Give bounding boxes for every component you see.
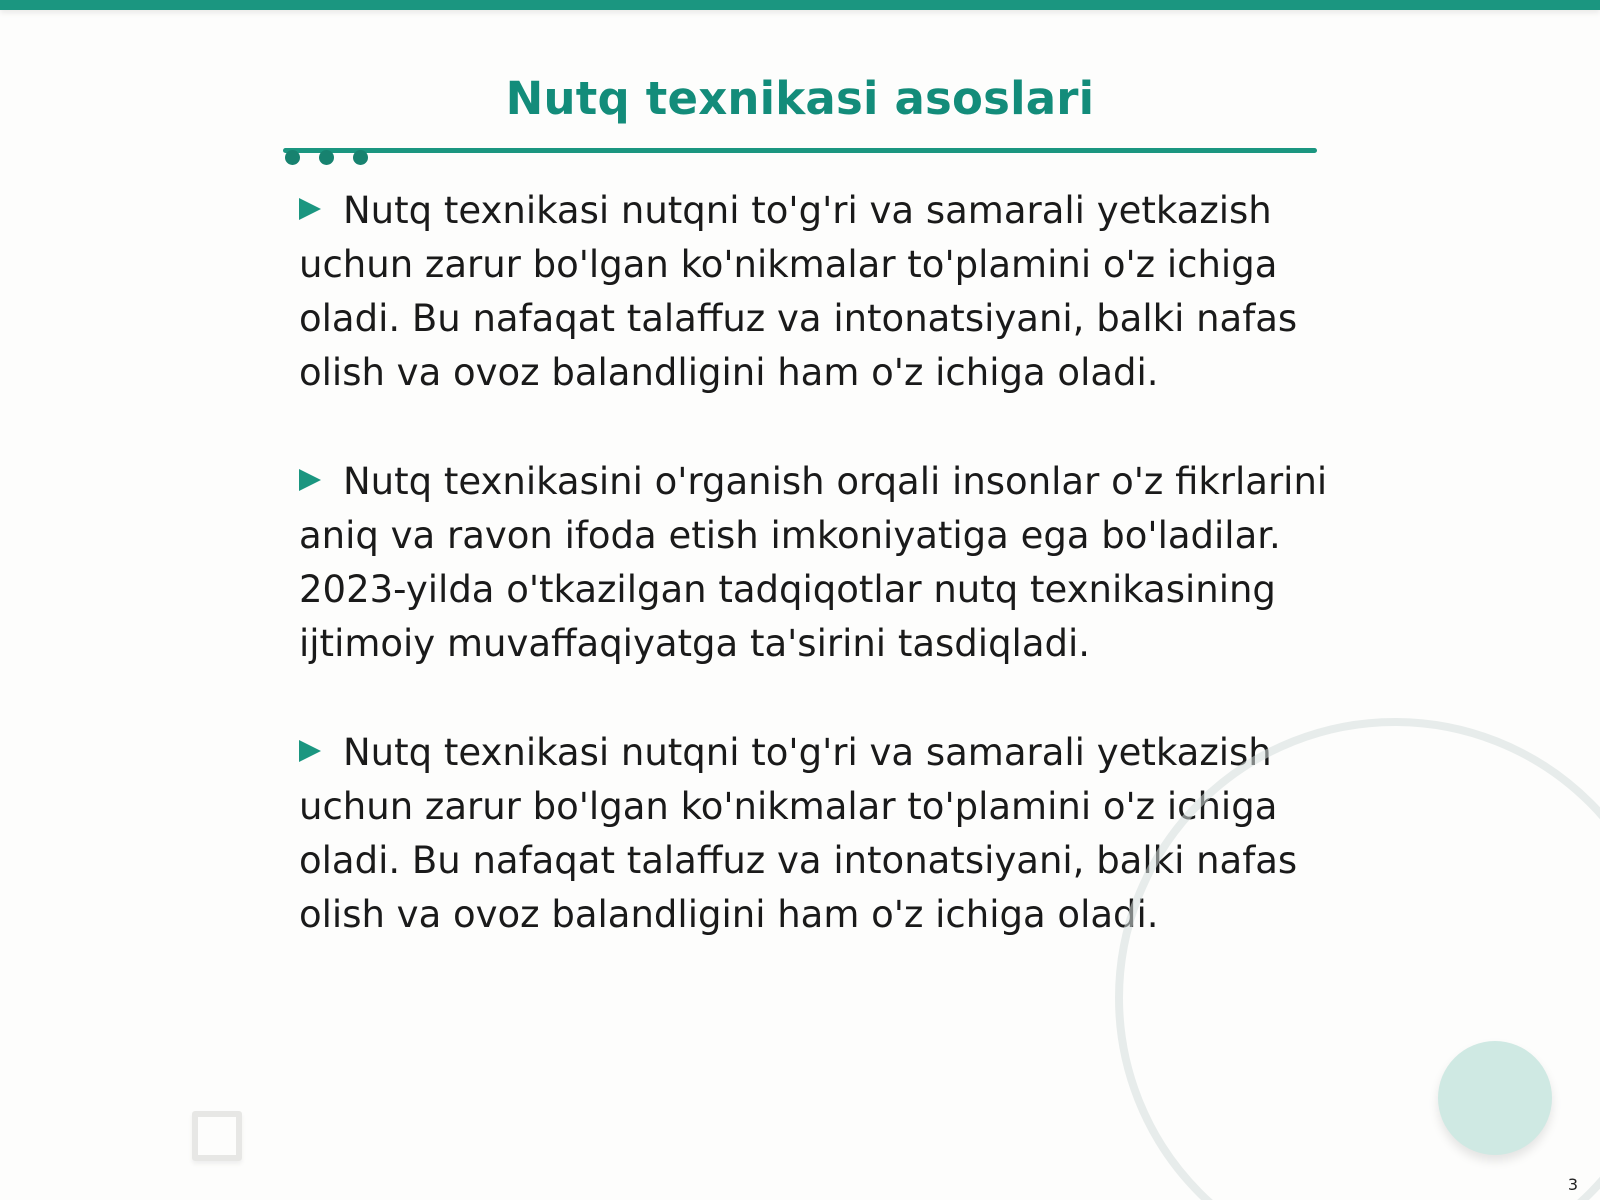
top-accent-bar <box>0 0 1600 10</box>
page-number: 3 <box>1567 1175 1578 1194</box>
bullet-text: Nutq texnikasi nutqni to'g'ri va samarali yetkazish uchun zarur bo'lgan ko'nikmalar to'plamini o'z ichiga oladi. Bu nafaqat talaffuz va intonatsiyani, balki nafas olish va ovoz balandligini ham o'z ichiga oladi. <box>299 189 1298 394</box>
bullet-text: Nutq texnikasi nutqni to'g'ri va samarali yetkazish uchun zarur bo'lgan ko'nikmalar to'plamini o'z ichiga oladi. Bu nafaqat talaffuz va intonatsiyani, balki nafas olish va ovoz balandligini ham o'z ichiga oladi. <box>299 731 1298 936</box>
bullet-item <box>299 455 1339 671</box>
decorative-square <box>192 1111 242 1161</box>
bullet-text: Nutq texnikasini o'rganish orqali insonlar o'z fikrlarini aniq va ravon ifoda etish imkoniyatiga ega bo'ladilar. 2023-yilda o'tkazilgan tadqiqotlar nutq texnikasining ijtimoiy muvaffaqiyatga ta'sirini tasdiqladi. <box>299 460 1328 665</box>
decorative-disc <box>1438 1041 1552 1155</box>
decorative-dot <box>285 150 300 165</box>
title-underline <box>283 148 1317 153</box>
decorative-dot <box>319 150 334 165</box>
slide-title: Nutq texnikasi asoslari <box>505 72 1095 125</box>
decorative-dot <box>353 150 368 165</box>
bullet-item <box>299 184 1339 400</box>
